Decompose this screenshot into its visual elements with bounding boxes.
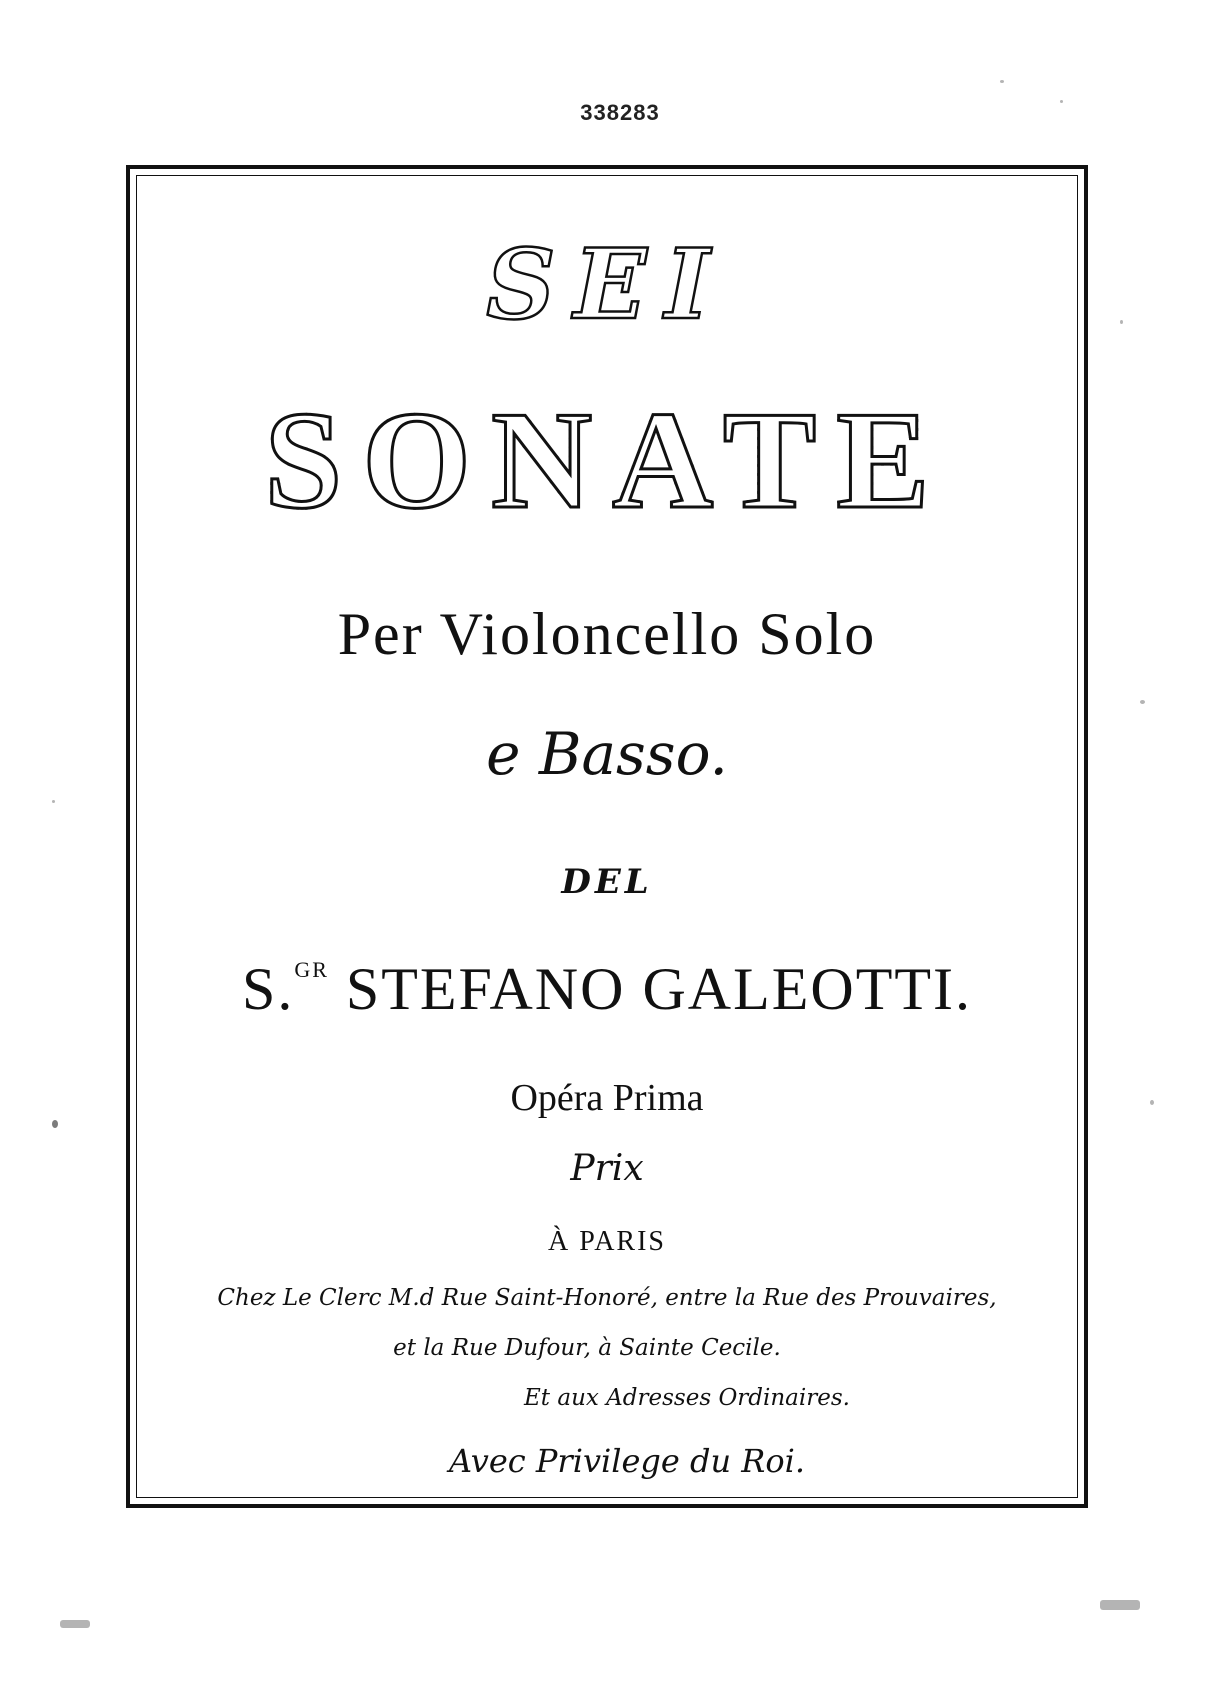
- publisher-address-line2: et la Rue Dufour, à Sainte Cecile.: [393, 1335, 781, 1361]
- title-sei: SEI: [486, 228, 728, 341]
- composer-name: STEFANO GALEOTTI.: [345, 956, 973, 1022]
- scan-speck: [1140, 700, 1145, 704]
- scan-speck: [52, 800, 55, 803]
- scan-speck: [1150, 1100, 1154, 1105]
- publisher-city: À PARIS: [547, 1226, 666, 1257]
- scan-speck: [1100, 1600, 1140, 1610]
- scan-speck: [1120, 320, 1123, 324]
- title-sonate: SONATE: [140, 380, 1074, 541]
- catalog-number: 338283: [580, 100, 660, 125]
- royal-privilege: Avec Privilege du Roi.: [448, 1442, 806, 1480]
- composer-line: [140, 955, 1074, 1024]
- composer-honorific: S.: [241, 956, 295, 1022]
- by-label: DEL: [561, 862, 653, 902]
- opus-label: Opéra Prima: [510, 1077, 704, 1119]
- price-label: Prix: [570, 1148, 644, 1189]
- scan-speck: [1060, 100, 1063, 103]
- scan-speck: [1000, 80, 1004, 83]
- basso-line: e Basso.: [486, 720, 728, 788]
- composer-honorific-sup: GR: [294, 957, 329, 982]
- instrumentation-line: Per Violoncello Solo: [337, 601, 877, 667]
- scan-speck: [60, 1620, 90, 1628]
- scan-speck: [52, 1120, 58, 1128]
- publisher-address-line3: Et aux Adresses Ordinaires.: [524, 1385, 850, 1411]
- publisher-address-line1: Chez Le Clerc M.d Rue Saint-Honoré, entre la Rue des Prouvaires,: [217, 1285, 997, 1311]
